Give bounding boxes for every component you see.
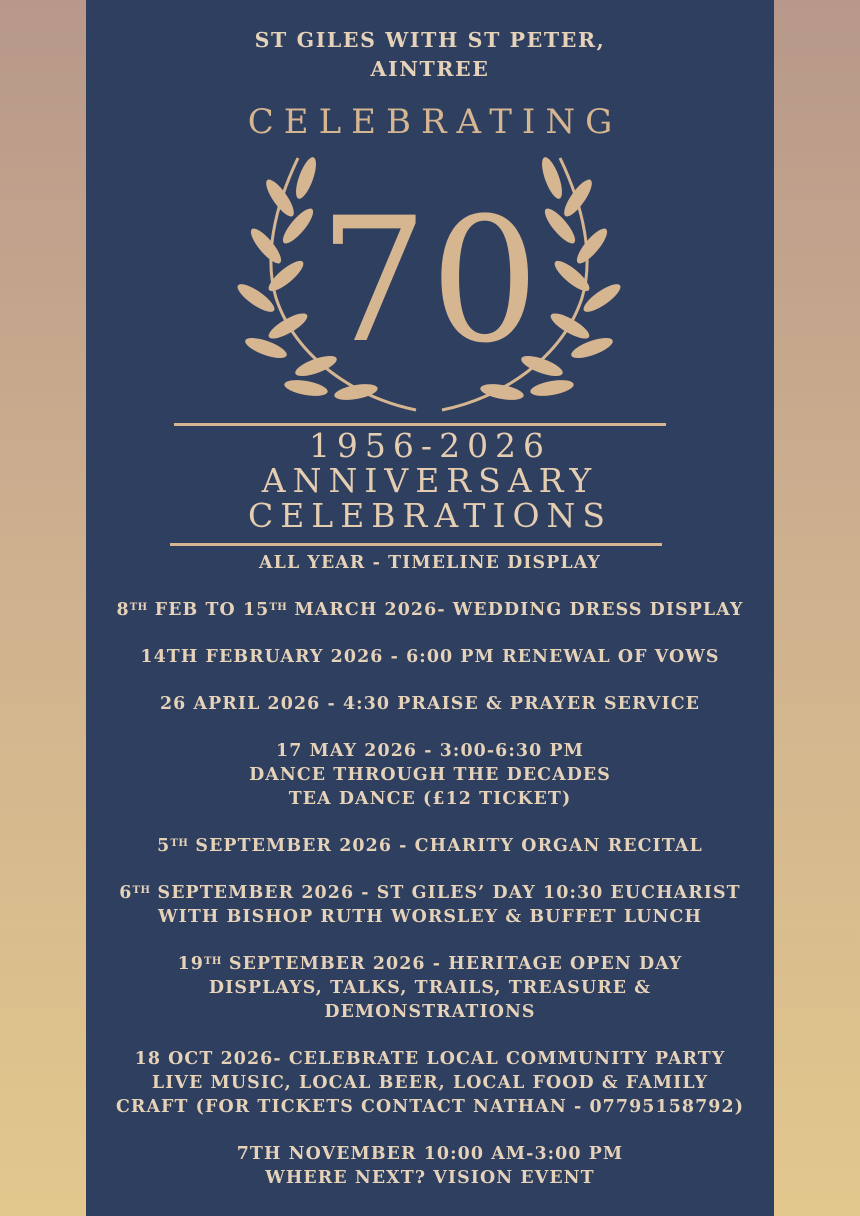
event-text: WITH BISHOP RUTH WORSLEY & BUFFET LUNCH: [158, 907, 702, 927]
event-praise-prayer: [86, 692, 774, 716]
anniversary-title: [86, 428, 774, 533]
event-text: 5TH SEPTEMBER 2026 - CHARITY ORGAN RECITAL: [157, 836, 703, 856]
event-text: 8TH FEB TO 15TH MARCH 2026- WEDDING DRESS DISPLAY: [116, 600, 744, 620]
church-line-2: AINTREE: [370, 57, 490, 81]
event-tea-dance: [86, 739, 774, 811]
event-timeline-display: [86, 551, 774, 575]
event-text: WHERE NEXT? VISION EVENT: [265, 1168, 595, 1188]
event-text: ALL YEAR - TIMELINE DISPLAY: [259, 553, 601, 573]
event-organ-recital: [86, 834, 774, 858]
event-text: DANCE THROUGH THE DECADES: [249, 765, 611, 785]
event-text: 14TH FEBRUARY 2026 - 6:00 PM RENEWAL OF VOWS: [140, 647, 720, 667]
celebrating-heading: CELEBRATING: [247, 102, 623, 142]
event-vision-event: [86, 1142, 774, 1190]
anniversary-number: 70: [318, 180, 542, 381]
event-community-party: [86, 1047, 774, 1119]
title-line-1: ANNIVERSARY: [261, 461, 599, 500]
event-wedding-dress-display: [86, 598, 774, 622]
event-text: DEMONSTRATIONS: [324, 1002, 536, 1022]
church-name: [86, 26, 774, 84]
event-st-giles-day: [86, 881, 774, 929]
events-list: [86, 551, 774, 1213]
event-text: CRAFT (FOR TICKETS CONTACT NATHAN - 07795158792): [115, 1097, 745, 1117]
event-text: 19TH SEPTEMBER 2026 - HERITAGE OPEN DAY: [177, 954, 683, 974]
event-text: 6TH SEPTEMBER 2026 - ST GILES’ DAY 10:30 EUCHARIST: [119, 883, 741, 903]
event-text: TEA DANCE (£12 TICKET): [288, 789, 572, 809]
event-renewal-of-vows: [86, 645, 774, 669]
event-text: 18 OCT 2026- CELEBRATE LOCAL COMMUNITY PARTY: [134, 1049, 726, 1069]
event-text: 17 MAY 2026 - 3:00-6:30 PM: [276, 741, 584, 761]
poster-panel: [86, 0, 774, 1216]
event-text: DISPLAYS, TALKS, TRAILS, TREASURE &: [208, 978, 652, 998]
divider-bottom: [170, 543, 662, 546]
event-text: 26 APRIL 2026 - 4:30 PRAISE & PRAYER SERVICE: [159, 694, 701, 714]
event-heritage-open-day: [86, 952, 774, 1024]
church-line-1: ST GILES WITH ST PETER,: [254, 28, 606, 52]
event-text: LIVE MUSIC, LOCAL BEER, LOCAL FOOD & FAMILY: [151, 1073, 709, 1093]
event-text: 7TH NOVEMBER 10:00 AM-3:00 PM: [236, 1144, 624, 1164]
years-range: 1956-2026: [308, 426, 552, 465]
title-line-2: CELEBRATIONS: [247, 496, 613, 535]
